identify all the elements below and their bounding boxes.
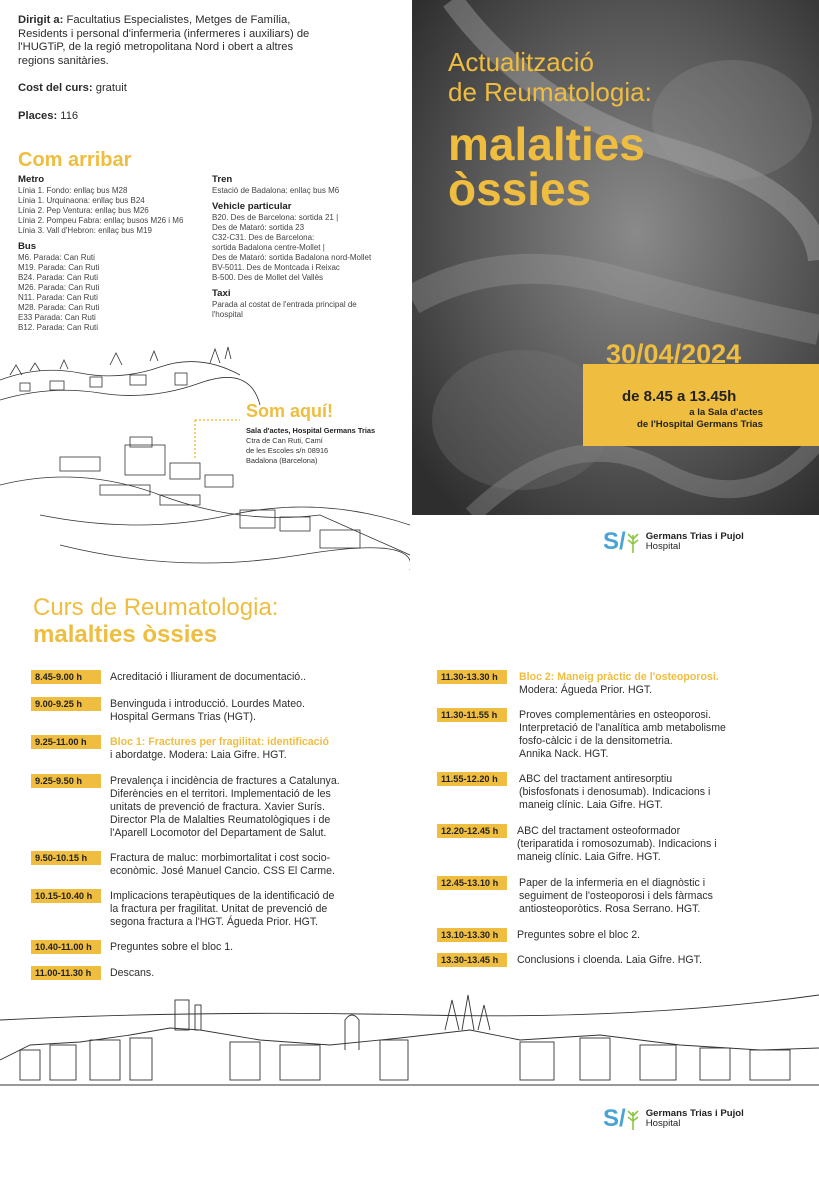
dirigit-line: Residents i personal d'infermeria (infermeres i auxiliars) de <box>18 27 310 40</box>
logo-sub: Hospital <box>645 1118 681 1129</box>
poster-main-line: malalties <box>448 118 645 170</box>
vehicle-line: B-500. Des de Mollet del Vallès <box>212 273 324 282</box>
logo-text <box>646 532 744 552</box>
bus-line: M26. Parada: Can Ruti <box>18 283 100 292</box>
poster-title-line: Actualització <box>448 47 594 77</box>
bus-line: B24. Parada: Can Ruti <box>18 273 99 282</box>
vehicle-line: sortida Badalona centre-Mollet | <box>212 243 325 252</box>
metro-line: Línia 1. Urquinaona: enllaç bus B24 <box>18 196 145 205</box>
session-line: unitats de prevenció de fractura. Xavier Surís. <box>110 801 325 813</box>
session-line: seguiment de l'osteoporosi i dels fàrmacs <box>519 890 713 902</box>
session-line: Annika Nack. HGT. <box>519 748 609 760</box>
session-line: Fractura de maluc: morbimortalitat i cost socio- <box>110 852 331 864</box>
date-band <box>583 364 819 446</box>
metro-line: Línia 2. Pep Ventura: enllaç bus M26 <box>18 206 149 215</box>
arribar-title: Com arribar <box>18 149 132 171</box>
logo-mark: S/ <box>603 1105 626 1132</box>
som-title: Som aquí! <box>246 401 334 421</box>
cost-paragraph <box>18 82 408 96</box>
session-line: l'Aparell Locomotor del Departament de Salut. <box>110 827 327 839</box>
session-line: Interpretació de l'analítica amb metabolisme <box>519 722 726 734</box>
time-badge: 9.00-9.25 h <box>31 697 101 711</box>
session-line: Prevalença i incidència de fractures a Catalunya. <box>110 775 340 787</box>
leaf-icon <box>626 531 640 553</box>
metro-line: Línia 2. Pompeu Fabra: enllaç busos M26 i M6 <box>18 216 184 225</box>
transport-column-left <box>18 175 208 339</box>
event-date: 30/04/2024 <box>606 339 742 369</box>
poster-title-line: de Reumatologia: <box>448 77 652 107</box>
bus-line: M28. Parada: Can Ruti <box>18 303 100 312</box>
session-line: (bisfosfonats i denosumab). Indicacions i <box>519 786 711 798</box>
logo-name: Germans Trias i Pujol <box>645 531 744 542</box>
dirigit-line: regions sanitàries. <box>18 54 109 67</box>
metro-line: Línia 3. Vall d'Hebron: enllaç bus M19 <box>18 226 152 235</box>
hospital-logo-bottom <box>603 1107 744 1131</box>
time-badge: 12.45-13.10 h <box>437 876 507 890</box>
session-line: Bloc 1: Fractures per fragilitat: identificació <box>110 736 329 748</box>
bus-group <box>18 242 208 333</box>
audience-paragraph <box>18 14 408 68</box>
leaf-icon <box>626 1108 640 1130</box>
metro-line: Línia 1. Fondo: enllaç bus M28 <box>18 186 128 195</box>
taxi-line: Parada al costat de l'entrada principal de <box>212 300 357 309</box>
session-line: la fractura per fragilitat. Unitat de prevenció de <box>110 903 328 915</box>
session-line: Hospital Germans Trias (HGT). <box>110 711 256 723</box>
session-line: maneig clínic. Laia Gifre. HGT. <box>517 851 661 863</box>
taxi-line: l'hospital <box>212 310 243 319</box>
vehicle-title: Vehicle particular <box>212 201 292 212</box>
course-title-line: Curs de Reumatologia: <box>33 594 279 621</box>
session-line: Acreditació i lliurament de documentació.. <box>110 671 307 683</box>
logo-mark: S/ <box>603 528 626 555</box>
metro-title: Metro <box>18 174 45 185</box>
session-line: Bloc 2: Maneig pràctic de l'osteoporosi. <box>519 671 719 683</box>
bus-line: M6. Parada: Can Ruti <box>18 253 95 262</box>
cost-value: gratuit <box>95 82 127 95</box>
bus-title: Bus <box>18 241 37 252</box>
session-line: ABC del tractament osteoformador <box>517 825 681 837</box>
session-line: Implicacions terapèutiques de la identificació de <box>110 890 335 902</box>
hospital-logo <box>603 530 744 554</box>
skyline-sketch <box>0 990 819 1100</box>
places-label: Places: <box>18 109 58 122</box>
session-line: Proves complementàries en osteoporosi. <box>519 709 711 721</box>
logo-sub: Hospital <box>645 541 681 552</box>
bus-line: M19. Parada: Can Ruti <box>18 263 100 272</box>
dirigit-label: Dirigit a: <box>18 14 64 26</box>
event-place-line: de l'Hospital Germans Trias <box>637 419 763 430</box>
session-line: Preguntes sobre el bloc 1. <box>110 941 234 953</box>
poster-title <box>448 47 652 107</box>
som-address-line: Badalona (Barcelona) <box>246 456 318 465</box>
poster-main-title <box>448 118 645 215</box>
som-address-line: de les Escoles s/n 08916 <box>246 446 329 455</box>
time-badge: 9.50-10.15 h <box>31 851 101 865</box>
session-line: fosfo-càlcic i de la densitometria. <box>519 735 673 747</box>
session-line: Preguntes sobre el bloc 2. <box>517 929 641 941</box>
course-title <box>33 594 278 648</box>
dirigit-line: l'HUGTiP, de la regió metropolitana Nord i obert a altres <box>18 41 294 54</box>
bus-line: N11. Parada: Can Ruti <box>18 293 98 302</box>
dirigit-line: Facultatius Especialistes, Metges de Família, <box>66 14 291 26</box>
logo-name: Germans Trias i Pujol <box>645 1108 744 1119</box>
places-paragraph <box>18 110 408 124</box>
vehicle-line: Des de Mataró: sortida 23 <box>212 223 305 232</box>
cost-label: Cost del curs: <box>18 82 93 95</box>
event-time: de 8.45 a 13.45h <box>622 388 737 405</box>
session-line: i abordatge. Modera: Laia Gifre. HGT. <box>110 749 287 761</box>
vehicle-group <box>212 202 412 283</box>
taxi-title: Taxi <box>212 288 231 299</box>
bus-line: E33 Parada: Can Ruti <box>18 313 96 322</box>
event-place-line: a la Sala d'actes <box>689 407 763 418</box>
vehicle-line: B20. Des de Barcelona: sortida 21 | <box>212 213 339 222</box>
session-line: (teriparatida i romosozumab). Indicacions i <box>517 838 717 850</box>
vehicle-line: BV-5011. Des de Montcada i Reixac <box>212 263 340 272</box>
time-badge: 12.20-12.45 h <box>437 824 507 838</box>
logo-text <box>646 1109 744 1129</box>
time-badge: 13.30-13.45 h <box>437 953 507 967</box>
time-badge: 10.15-10.40 h <box>31 889 101 903</box>
tren-title: Tren <box>212 174 233 185</box>
time-badge: 11.30-13.30 h <box>437 670 507 684</box>
time-badge: 13.10-13.30 h <box>437 928 507 942</box>
session-line: segona fractura a l'HGT. Águeda Prior. HGT. <box>110 916 319 928</box>
session-line: Diferències en el territori. Implementació de les <box>110 788 331 800</box>
metro-group <box>18 175 208 236</box>
session-line: Benvinguda i introducció. Lourdes Mateo. <box>110 698 305 710</box>
vehicle-line: C32-C31. Des de Barcelona: <box>212 233 315 242</box>
location-callout <box>246 401 416 466</box>
vehicle-line: Des de Mataró: sortida Badalona nord-Mollet <box>212 253 372 262</box>
time-badge: 10.40-11.00 h <box>31 940 101 954</box>
time-badge: 11.55-12.20 h <box>437 772 507 786</box>
session-line: Director Pla de Malalties Reumatològiques i de <box>110 814 331 826</box>
taxi-group <box>212 289 412 320</box>
session-line: ABC del tractament antiresorptiu <box>519 773 673 785</box>
poster-main-line: òssies <box>448 163 592 215</box>
som-address-line: Ctra de Can Ruti, Camí <box>246 436 323 445</box>
places-value: 116 <box>60 109 79 122</box>
tren-line: Estació de Badalona: enllaç bus M6 <box>212 186 340 195</box>
som-subtitle: Sala d'actes, Hospital Germans Trias <box>246 426 376 435</box>
session-line: maneig clínic. Laia Gifre. HGT. <box>519 799 663 811</box>
cover-poster <box>412 0 819 515</box>
session-line: econòmic. José Manuel Cancio. CSS El Carme. <box>110 865 335 877</box>
session-line: Conclusions i cloenda. Laia Gifre. HGT. <box>517 954 702 966</box>
tren-group <box>212 175 412 196</box>
session-line: Paper de la infermeria en el diagnòstic i <box>519 877 706 889</box>
time-badge: 9.25-9.50 h <box>31 774 101 788</box>
course-title-line: malalties òssies <box>33 621 218 648</box>
transport-column-right <box>212 175 412 326</box>
time-badge: 11.00-11.30 h <box>31 966 101 980</box>
bus-line: B12. Parada: Can Ruti <box>18 323 99 332</box>
time-badge: 11.30-11.55 h <box>437 708 507 722</box>
session-line: Descans. <box>110 967 155 979</box>
time-badge: 9.25-11.00 h <box>31 735 101 749</box>
session-line: antiosteoporòtics. Rosa Serrano. HGT. <box>519 903 701 915</box>
intro-block <box>18 14 408 138</box>
event-place <box>637 407 763 431</box>
time-badge: 8.45-9.00 h <box>31 670 101 684</box>
session-line: Modera: Águeda Prior. HGT. <box>519 684 653 696</box>
